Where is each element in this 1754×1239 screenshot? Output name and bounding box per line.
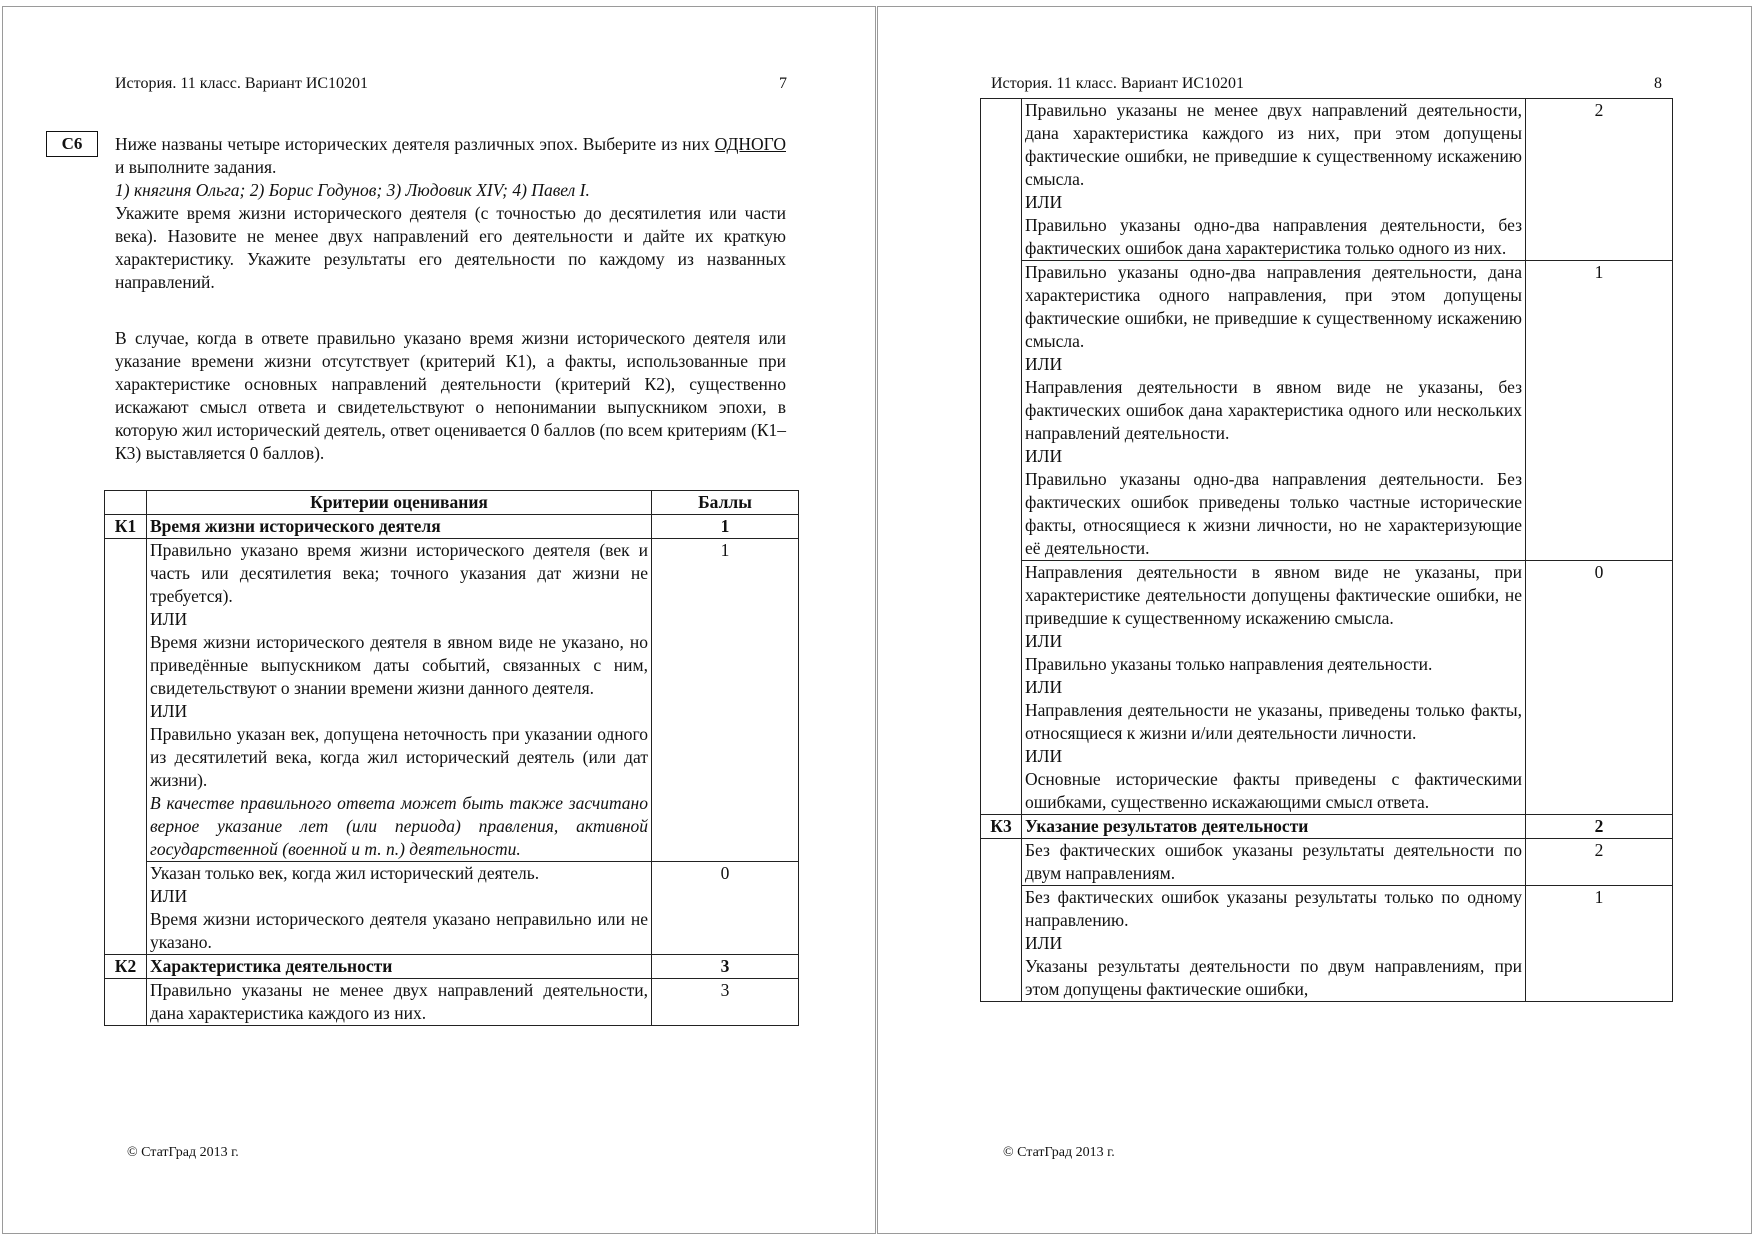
criteria-paragraph: Правильно указаны одно-два направления деятельности, дана характеристика одного направления, при этом допущены фактические ошибки, не приведшие к существенному искажению смысла. xyxy=(1025,262,1522,351)
header-label xyxy=(105,491,147,515)
table-row xyxy=(105,862,799,955)
question-text xyxy=(115,133,786,465)
question-id-box: С6 xyxy=(46,131,98,157)
label-cell xyxy=(981,839,1022,886)
running-header: История. 11 класс. Вариант ИС10201 xyxy=(991,75,1245,92)
intro-text: Ниже названы четыре исторических деятеля различных эпох. Выберите из них xyxy=(115,134,715,154)
criterion-row xyxy=(105,955,799,979)
points-value: 2 xyxy=(1526,99,1673,261)
criteria-table-continued xyxy=(980,98,1673,1002)
table-row xyxy=(981,261,1673,561)
criteria-description xyxy=(1022,886,1526,1002)
criteria-description xyxy=(1022,261,1526,561)
page-7 xyxy=(2,6,876,1234)
criteria-paragraph: Без фактических ошибок указаны результаты только по одному направлению. xyxy=(1025,887,1522,930)
label-cell xyxy=(981,99,1022,261)
criteria-paragraph: Без фактических ошибок указаны результаты деятельности по двум направлениям. xyxy=(1025,840,1522,883)
label-cell xyxy=(981,561,1022,815)
table-row xyxy=(105,979,799,1026)
criterion-title: Указание результатов деятельности xyxy=(1022,815,1526,839)
options-list: 1) княгиня Ольга; 2) Борис Годунов; 3) Людовик XIV; 4) Павел I. xyxy=(115,180,590,200)
table-row xyxy=(981,561,1673,815)
criterion-max-points: 3 xyxy=(652,955,799,979)
criteria-description xyxy=(1022,561,1526,815)
criterion-label: К2 xyxy=(105,955,147,979)
criteria-paragraph: Направления деятельности в явном виде не указаны, при характеристике деятельности допущены фактические ошибки, не приведшие к существенному искажению смысла. xyxy=(1025,562,1522,628)
table-header-row xyxy=(105,491,799,515)
criteria-description xyxy=(1022,839,1526,886)
label-cell xyxy=(105,979,147,1026)
criteria-paragraph: Правильно указаны только направления деятельности. xyxy=(1025,654,1433,674)
label-cell xyxy=(981,886,1022,1002)
points-value: 3 xyxy=(652,979,799,1026)
criterion-row xyxy=(105,515,799,539)
page-number: 8 xyxy=(1654,75,1662,92)
table-row xyxy=(105,539,799,862)
criteria-paragraph: Правильно указан век, допущена неточность при указании одного из десятилетий века, когда жил исторический деятель (или дат жизни). xyxy=(150,724,648,790)
label-cell xyxy=(981,261,1022,561)
or-separator: ИЛИ xyxy=(1025,746,1063,766)
criteria-description xyxy=(147,979,652,1026)
intro-text-end: и выполните задания. xyxy=(115,157,277,177)
or-separator: ИЛИ xyxy=(1025,933,1063,953)
page-8 xyxy=(877,6,1752,1234)
criteria-description xyxy=(147,862,652,955)
criteria-paragraph: Основные исторические факты приведены с фактическими ошибками, существенно искажающими смысл ответа. xyxy=(1025,769,1522,812)
or-separator: ИЛИ xyxy=(150,701,188,721)
copyright-footer: © СтатГрад 2013 г. xyxy=(127,1145,239,1160)
label-cell xyxy=(105,539,147,862)
criterion-label: К1 xyxy=(105,515,147,539)
page-number: 7 xyxy=(779,75,787,92)
or-separator: ИЛИ xyxy=(1025,192,1063,212)
task-intro xyxy=(115,133,786,179)
header-criteria: Критерии оценивания xyxy=(147,491,652,515)
criteria-paragraph: Правильно указаны одно-два направления деятельности, без фактических ошибок дана характеристика только одного из них. xyxy=(1025,215,1522,258)
criterion-row xyxy=(981,815,1673,839)
criteria-paragraph: Указаны результаты деятельности по двум направлениям, при этом допущены фактические ошибки, xyxy=(1025,956,1522,999)
or-separator: ИЛИ xyxy=(150,609,188,629)
criteria-paragraph: Правильно указано время жизни исторического деятеля (век и часть или десятилетия века; точного указания дат жизни не требуется). xyxy=(150,540,648,606)
criteria-paragraph: Указан только век, когда жил исторический деятель. xyxy=(150,863,540,883)
criterion-max-points: 1 xyxy=(652,515,799,539)
criteria-paragraph: Правильно указаны одно-два направления деятельности. Без фактических ошибок приведены только частные исторические факты, относящиеся к жизни личности, но не характеризующие её деятельности. xyxy=(1025,469,1522,558)
criteria-paragraph: Правильно указаны не менее двух направлений деятельности, дана характеристика каждого из них. xyxy=(150,980,648,1023)
criteria-paragraph: Время жизни исторического деятеля указано неправильно или не указано. xyxy=(150,909,648,952)
or-separator: ИЛИ xyxy=(1025,631,1063,651)
criterion-title: Характеристика деятельности xyxy=(147,955,652,979)
or-separator: ИЛИ xyxy=(1025,354,1063,374)
points-value: 1 xyxy=(1526,261,1673,561)
emphasis-one: ОДНОГО xyxy=(714,134,786,154)
criteria-paragraph: Направления деятельности в явном виде не указаны, без фактических ошибок дана характеристика одного или нескольких направлений деятельности. xyxy=(1025,377,1522,443)
criterion-title: Время жизни исторического деятеля xyxy=(147,515,652,539)
criteria-paragraph: Правильно указаны не менее двух направлений деятельности, дана характеристика каждого из них, при этом допущены фактические ошибки, не приведшие к существенному искажению смысла. xyxy=(1025,100,1522,189)
or-separator: ИЛИ xyxy=(150,886,188,906)
header-points: Баллы xyxy=(652,491,799,515)
points-value: 0 xyxy=(652,862,799,955)
criterion-max-points: 2 xyxy=(1526,815,1673,839)
or-separator: ИЛИ xyxy=(1025,446,1063,466)
criteria-table xyxy=(104,490,799,1026)
criteria-paragraph: В качестве правильного ответа может быть также засчитано верное указание лет (или периода) правления, активной государственной (военной и т. п.) деятельности. xyxy=(150,793,648,859)
criteria-paragraph: Время жизни исторического деятеля в явном виде не указано, но приведённые выпускником даты событий, связанных с ним, свидетельствуют о знании времени жизни данного деятеля. xyxy=(150,632,648,698)
label-cell xyxy=(105,862,147,955)
table-row xyxy=(981,839,1673,886)
or-separator: ИЛИ xyxy=(1025,677,1063,697)
running-header: История. 11 класс. Вариант ИС10201 xyxy=(115,75,369,92)
criteria-paragraph: Направления деятельности не указаны, приведены только факты, относящиеся к жизни и/или деятельности личности. xyxy=(1025,700,1522,743)
table-row xyxy=(981,886,1673,1002)
copyright-footer: © СтатГрад 2013 г. xyxy=(1003,1145,1115,1160)
table-row xyxy=(981,99,1673,261)
points-value: 2 xyxy=(1526,839,1673,886)
points-value: 0 xyxy=(1526,561,1673,815)
criteria-description xyxy=(1022,99,1526,261)
task-instructions: Укажите время жизни исторического деятеля (с точностью до десятилетия или части века). Назовите не менее двух направлений его деятельности и дайте их краткую характеристику. Укажите результаты его деятельности по каждому из названных направлений. xyxy=(115,203,786,292)
points-value: 1 xyxy=(1526,886,1673,1002)
criterion-label: К3 xyxy=(981,815,1022,839)
points-value: 1 xyxy=(652,539,799,862)
criteria-description xyxy=(147,539,652,862)
grading-note: В случае, когда в ответе правильно указано время жизни исторического деятеля или указание времени жизни отсутствует (критерий К1), а факты, использованные при характеристике основных направлений деятельности (критерий К2), существенно искажают смысл ответа и свидетельствуют о непонимании выпускником эпохи, в которую жил исторический деятель, ответ оценивается 0 баллов (по всем критериям (К1–К3) выставляется 0 баллов). xyxy=(115,328,786,463)
